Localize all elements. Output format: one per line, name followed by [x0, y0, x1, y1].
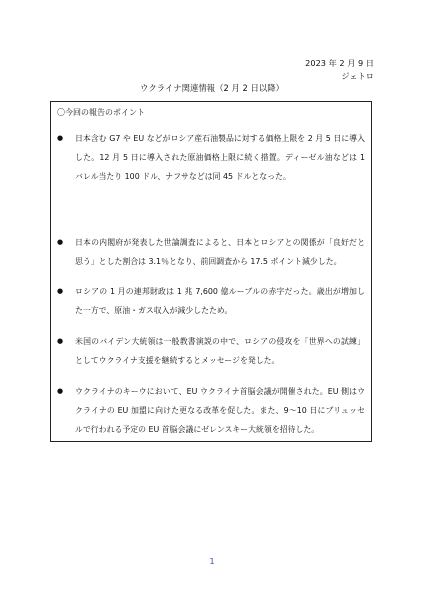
document-title: ウクライナ関連情報（2 月 2 日以降）: [139, 83, 284, 93]
document-date: 2023 年 2 月 9 日: [305, 58, 374, 68]
bullet-icon: ●: [57, 287, 64, 295]
document-meta: [305, 57, 374, 83]
bullet-icon: ●: [57, 238, 64, 246]
bullet-icon: ●: [57, 134, 64, 142]
summary-item-text: ロシアの 1 月の連邦財政は 1 兆 7,600 億ルーブルの赤字だった。歳出が増加した一方で、原油・ガス収入が減少したため。: [75, 287, 365, 315]
summary-item: [57, 233, 365, 271]
summary-item: [57, 332, 365, 370]
summary-item-text: 日本の内閣府が発表した世論調査によると、日本とロシアとの関係が「良好だと思う」とした割合は 3.1％となり、前回調査から 17.5 ポイント減少した。: [75, 238, 365, 266]
summary-heading: 〇今回の報告のポイント: [57, 108, 145, 117]
page-number: 1: [209, 557, 215, 566]
summary-item: [57, 382, 365, 439]
summary-item: [57, 129, 365, 186]
summary-item-text: 米国のバイデン大統領は一般教書演説の中で、ロシアの侵攻を「世界への試練」としてウクライナ支援を継続するとメッセージを発した。: [75, 337, 365, 365]
bullet-icon: ●: [57, 337, 64, 345]
summary-box: [50, 101, 372, 442]
summary-item-text: ウクライナのキーウにおいて、EU ウクライナ首脳会議が開催された。EU 側はウクライナの EU 加盟に向けた更なる改革を促した。また、9～10 日にブリュッセルで行われる予定の EU 首脳会議にゼレンスキー大統領を招待した。: [75, 387, 365, 434]
summary-item: [57, 282, 365, 320]
summary-item-text: 日本含む G7 や EU などがロシア産石油製品に対する価格上限を 2 月 5 日に導入した。12 月 5 日に導入された原油価格上限に続く措置。ディーゼル油などは 1 バレル当たり 100 ドル、ナフサなどは同 45 ドルとなった。: [75, 134, 365, 181]
bullet-icon: ●: [57, 387, 64, 395]
organization-name: ジェトロ: [341, 71, 374, 81]
